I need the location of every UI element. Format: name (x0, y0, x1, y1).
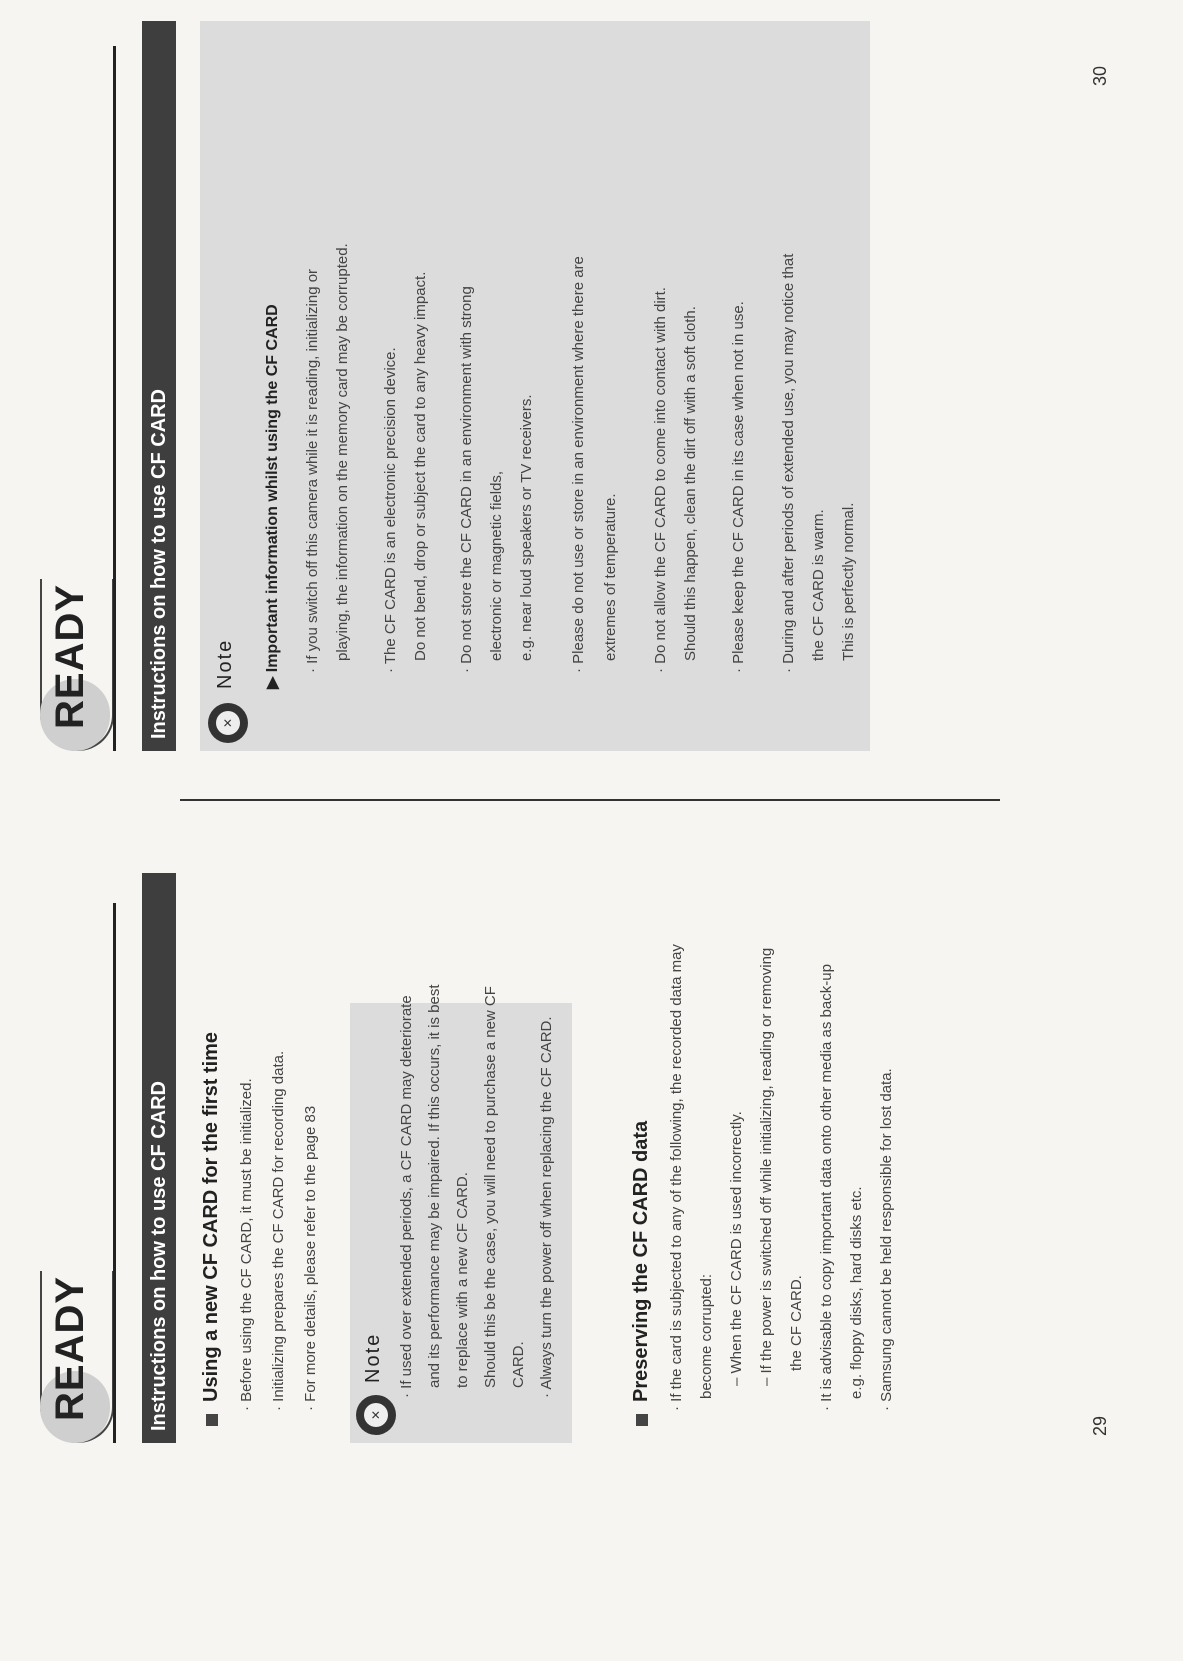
note-line: · If used over extended periods, a CF CARD may deteriorate (398, 995, 415, 1398)
ready-badge-text: READY (48, 583, 92, 729)
note-line: · The CF CARD is an electronic precision device. (382, 347, 399, 673)
note-line: the CF CARD is warm. (810, 509, 827, 661)
note-line: Should this be the case, you will need to purchase a new CF (482, 986, 499, 1388)
note-line: and its performance may be impaired. If this occurs, it is best (426, 984, 443, 1388)
note-icon (208, 703, 248, 743)
ready-badge (40, 579, 114, 751)
note-line: CARD. (510, 1341, 527, 1388)
heading-first-time (200, 1032, 223, 1426)
note-line: · If you switch off this camera while it is reading, initializing or (304, 268, 321, 673)
heading-preserving (630, 1121, 653, 1426)
section-title-bar: Instructions on how to use CF CARD (142, 21, 176, 751)
heading-first-time-text: Using a new CF CARD for the first time (200, 1031, 222, 1402)
body-line: become corrupted: (698, 1273, 715, 1399)
body-line: · If the card is subjected to any of the following, the recorded data may (668, 944, 685, 1411)
body-line: · Samsung cannot be held responsible for lost data. (878, 1068, 895, 1411)
page-number: 29 (1090, 1415, 1110, 1436)
note-title: Note (214, 638, 236, 689)
header-rule (113, 903, 116, 1443)
ready-badge-text: READY (48, 1275, 92, 1421)
note-icon (356, 1395, 396, 1435)
note-line: · Always turn the power off when replacing the CF CARD. (538, 1016, 555, 1398)
page-29 (0, 831, 1183, 1661)
heading-preserving-text: Preserving the CF CARD data (630, 1120, 652, 1402)
body-line: · Initializing prepares the CF CARD for recording data. (270, 1050, 287, 1411)
note-line: playing, the information on the memory card may be corrupted. (334, 243, 351, 661)
body-line: · For more details, please refer to the page 83 (302, 1105, 319, 1411)
bullet-square-icon (206, 1414, 218, 1426)
note-line: · Please do not use or store in an environment where there are (570, 256, 587, 673)
body-line: – When the CF CARD is used incorrectly. (728, 1111, 745, 1386)
note-subheading: ▶ Important information whilst using the CF CARD (264, 304, 281, 689)
note-line: Do not bend, drop or subject the card to any heavy impact. (412, 271, 429, 661)
note-line: · During and after periods of extended use, you may notice that (780, 253, 797, 673)
header-rule (113, 46, 116, 751)
note-line: e.g. near loud speakers or TV receivers. (518, 394, 535, 661)
note-line: Should this happen, clean the dirt off with a soft cloth. (682, 306, 699, 661)
section-title-bar: Instructions on how to use CF CARD (142, 873, 176, 1443)
ready-badge (40, 1271, 114, 1443)
body-line: e.g. floppy disks, hard disks etc. (848, 1186, 865, 1399)
note-box (350, 984, 572, 1443)
note-line: extremes of temperature. (602, 493, 619, 661)
body-line: the CF CARD. (788, 1275, 805, 1371)
note-face-icon: ✕ (216, 711, 240, 735)
note-line: · Do not store the CF CARD in an environment with strong (458, 286, 475, 673)
note-line: This is perfectly normal. (840, 502, 857, 661)
note-line: to replace with a new CF CARD. (454, 1172, 471, 1388)
note-line: electronic or magnetic fields, (488, 470, 505, 661)
body-line: · Before using the CF CARD, it must be initialized. (238, 1078, 255, 1411)
page-number: 30 (1090, 65, 1110, 86)
body-line: – If the power is switched off while initializing, reading or removing (758, 947, 775, 1386)
body-line: · It is advisable to copy important data onto other media as back-up (818, 964, 835, 1411)
note-line: · Do not allow the CF CARD to come into contact with dirt. (652, 287, 669, 673)
note-line: · Please keep the CF CARD in its case when not in use. (730, 301, 747, 673)
note-box (200, 21, 870, 751)
bullet-square-icon (636, 1414, 648, 1426)
note-title: Note (362, 1332, 384, 1383)
note-face-icon: ✕ (364, 1403, 388, 1427)
